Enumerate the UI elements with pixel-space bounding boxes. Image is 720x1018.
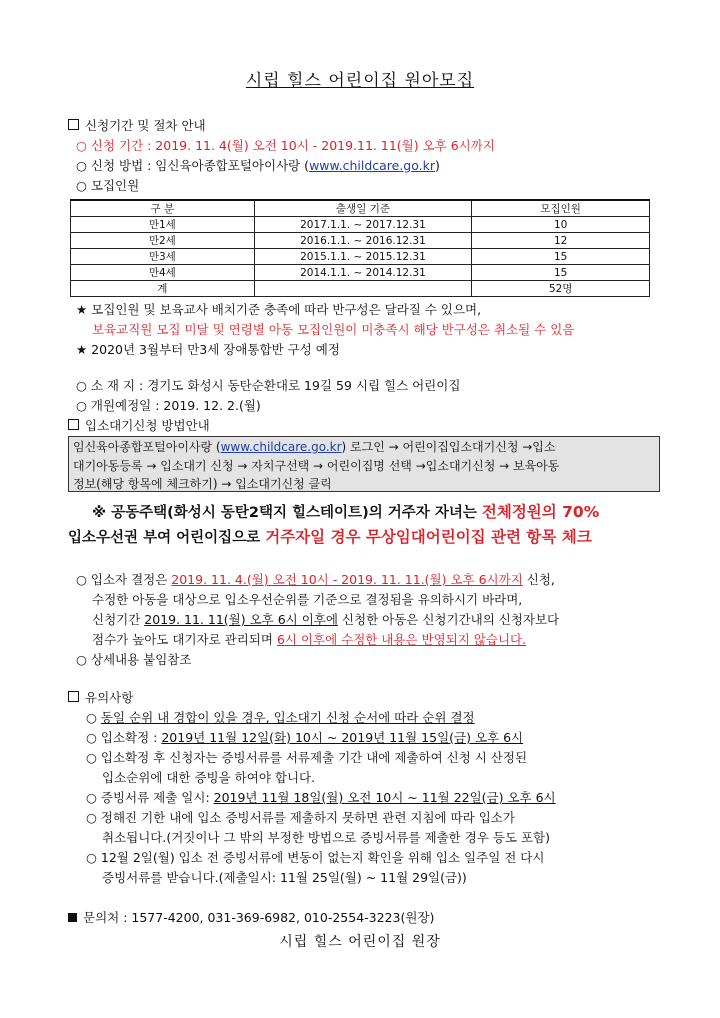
- section-heading-period: 신청기간 및 절차 안내: [68, 116, 206, 134]
- page-title: 시립 힐스 어린이집 원아모집: [245, 71, 475, 91]
- filled-square-icon: [68, 913, 77, 922]
- address: ○ 소 재 지 : 경기도 화성시 동탄순환대로 19길 59 시립 힐스 어린이집: [76, 378, 461, 393]
- note-class-composition: ★ 모집인원 및 보육교사 배치기준 충족에 따라 반구성은 달라질 수 있으며,: [76, 302, 482, 317]
- application-period: ○ 신청 기간 : 2019. 11. 4(월) 오전 10시 - 2019.11. 11(월) 오후 6시까지: [76, 138, 495, 153]
- notice-item-2: ○ 입소확정 : 2019년 11월 12일(화) 10시 ~ 2019년 11월 15일(금) 오후 6시: [86, 730, 524, 745]
- notice-item-6a: ○ 12월 2일(월) 입소 전 증빙서류에 변동이 없는지 확인을 위해 입소 일주일 전 다시: [86, 850, 545, 865]
- table-total-row: 계 52명: [71, 281, 650, 297]
- recruit-table: [70, 199, 650, 297]
- contact-info: 문의처 : 1577-4200, 031-369-6982, 010-2554-3223(원장): [68, 908, 434, 926]
- section-heading-notes: 유의사항: [68, 688, 133, 706]
- recruit-label: ○ 모집인원: [76, 178, 140, 193]
- table-row: 만3세 2015.1.1. ~ 2015.12.31 15: [71, 249, 650, 265]
- notice-item-4: ○ 증빙서류 제출 일시: 2019년 11월 18일(월) 오전 10시 ~ 11월 22일(금) 오후 6시: [86, 790, 556, 805]
- notice-item-1: ○ 동일 순위 내 경합이 있을 경우, 입소대기 신청 순서에 따라 순위 결정: [86, 710, 475, 725]
- waitlist-procedure-box: 임신육아종합포털아이사랑 (www.childcare.go.kr) 로그인 → 어린이집입소대기신청 →입소 대기아동등록 → 입소대기 신청 → 자치구선택 → 어린이집명 선택 →입소대기신청 → 보육아동 정보(해당 항목에 체크하기) → 입소대기신청 클릭: [68, 436, 660, 492]
- note-cancellation: 보육교직원 모집 미달 및 연령별 아동 모집인원이 미충족시 해당 반구성은 취소될 수 있음: [92, 322, 575, 337]
- checkbox-square-icon: [68, 119, 79, 130]
- decision-line4: 점수가 높아도 대기자로 관리되며 6시 이후에 수정한 내용은 반영되지 않습니다.: [92, 632, 527, 647]
- decision-line1: ○ 입소자 결정은 2019. 11. 4.(월) 오전 10시 - 2019. 11. 11.(월) 오후 6시까지 신청,: [76, 572, 555, 587]
- priority-notice-line2: 입소우선권 부여 어린이집으로 거주자일 경우 무상임대어린이집 관련 항목 체크: [68, 528, 592, 546]
- open-date: ○ 개원예정일 : 2019. 12. 2.(월): [76, 398, 261, 413]
- table-header: 출생일 기준: [254, 200, 472, 217]
- table-header: 모집인원: [472, 200, 650, 217]
- decision-line2: 수정한 아동을 대상으로 입소우선순위를 기준으로 결정됨을 유의하시기 바라며,: [92, 592, 523, 607]
- notice-item-6b: 증빙서류를 받습니다.(제출일시: 11월 25일(월) ~ 11월 29일(금)): [102, 870, 467, 885]
- decision-line3: 신청기간 2019. 11. 11(월) 오후 6시 이후에 신청한 아동은 신청기간내의 신청자보다: [92, 612, 560, 627]
- notice-item-5a: ○ 정해진 기한 내에 입소 증빙서류를 제출하지 못하면 관련 지침에 따라 입소가: [86, 810, 515, 825]
- notice-item-3a: ○ 입소확정 후 신청자는 증빙서류를 서류제출 기간 내에 제출하여 신청 시 산정된: [86, 750, 528, 765]
- checkbox-square-icon: [68, 419, 79, 430]
- table-row: 만1세 2017.1.1. ~ 2017.12.31 10: [71, 217, 650, 233]
- table-row: 만2세 2016.1.1. ~ 2016.12.31 12: [71, 233, 650, 249]
- checkbox-square-icon: [68, 691, 79, 702]
- section-heading-waitlist: 입소대기신청 방법안내: [68, 416, 210, 434]
- signature: 시립 힐스 어린이집 원장: [279, 934, 441, 950]
- table-header: 구 분: [71, 200, 255, 217]
- details-reference: ○ 상세내용 붙임참조: [76, 652, 192, 667]
- table-row: 만4세 2014.1.1. ~ 2014.12.31 15: [71, 265, 650, 281]
- notice-item-5b: 취소됩니다.(거짓이나 그 밖의 부정한 방법으로 증빙서류를 제출한 경우 등도 포함): [102, 830, 550, 845]
- note-integrated-class: ★ 2020년 3월부터 만3세 장애통합반 구성 예정: [76, 342, 340, 357]
- childcare-link-box[interactable]: www.childcare.go.kr: [220, 440, 342, 454]
- notice-item-3b: 입소순위에 대한 증빙을 하여야 합니다.: [102, 770, 316, 785]
- priority-notice-line1: ※ 공동주택(화성시 동탄2택지 힐스테이트)의 거주자 자녀는 전체정원의 70%: [92, 503, 600, 521]
- childcare-link[interactable]: www.childcare.go.kr: [309, 158, 436, 173]
- application-method: ○ 신청 방법 : 임신육아종합포털아이사랑 (www.childcare.go.kr): [76, 158, 440, 173]
